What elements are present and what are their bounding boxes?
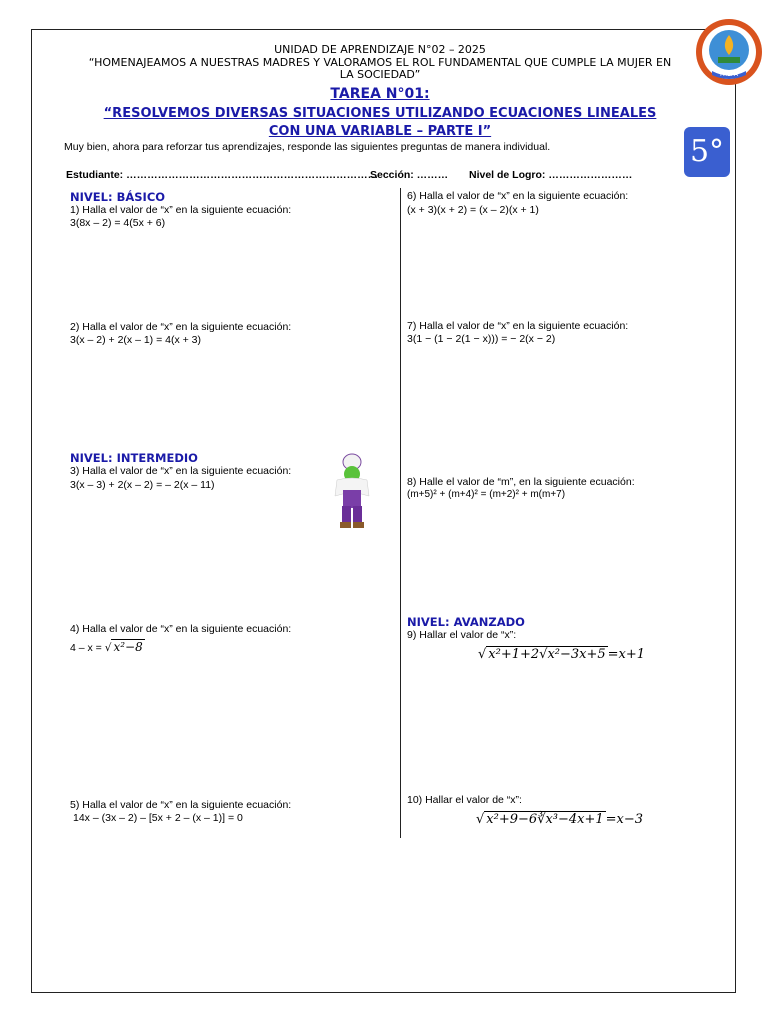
unit-heading: UNIDAD DE APRENDIZAJE N°02 – 2025 — [274, 43, 486, 56]
student-field[interactable]: Estudiante: ……………………………………………………………… — [66, 169, 379, 181]
question-10-radicand: x²+9−6∛x³−4x+1 — [486, 812, 604, 827]
task-title: TAREA N°01: — [330, 86, 430, 102]
question-9-prompt: 9) Hallar el valor de “x”: — [407, 629, 517, 641]
question-5-prompt: 5) Halla el valor de “x” en la siguiente ecuación: — [70, 799, 292, 811]
question-2-equation: 3(x – 2) + 2(x – 1) = 4(x + 3) — [70, 334, 202, 346]
school-logo-icon — [694, 17, 764, 87]
section-field[interactable]: Sección: ……… — [370, 169, 449, 181]
motto-line-2: LA SOCIEDAD” — [339, 68, 421, 81]
question-7-equation: 3(1 − (1 − 2(1 − x))) = − 2(x − 2) — [407, 333, 556, 345]
question-2-prompt: 2) Halla el valor de “x” en la siguiente ecuación: — [70, 321, 292, 333]
question-1-prompt: 1) Halla el valor de “x” en la siguiente ecuación: — [70, 204, 292, 216]
question-10-prompt: 10) Hallar el valor de “x”: — [407, 794, 522, 806]
question-1-equation: 3(8x – 2) = 4(5x + 6) — [70, 217, 166, 229]
cartoon-character-image — [333, 450, 371, 532]
motto-line-1: “HOMENAJEAMOS A NUESTRAS MADRES Y VALORAMOS EL ROL FUNDAMENTAL QUE CUMPLE LA MUJER EN — [88, 56, 672, 69]
achievement-level-field[interactable]: Nivel de Logro: …………………… — [469, 169, 633, 181]
question-3-prompt: 3) Halla el valor de “x” en la siguiente ecuación: — [70, 465, 292, 477]
question-4-radicand: x²−8 — [113, 640, 143, 654]
subtitle-line-2: CON UNA VARIABLE – PARTE I” — [268, 124, 492, 139]
level-basic-heading: NIVEL: BÁSICO — [70, 190, 166, 204]
question-8-prompt: 8) Halle el valor de “m”, en la siguiente ecuación: — [407, 476, 635, 488]
question-9-rhs: =x+1 — [607, 647, 646, 662]
question-10-rhs: =x−3 — [605, 812, 644, 827]
question-6-equation: (x + 3)(x + 2) = (x – 2)(x + 1) — [407, 204, 539, 216]
question-4-prompt: 4) Halla el valor de “x” en la siguiente ecuación: — [70, 623, 292, 635]
logo-text-palpa: PALPA — [719, 71, 739, 78]
level-advanced-heading: NIVEL: AVANZADO — [407, 615, 525, 629]
question-6-prompt: 6) Halla el valor de “x” en la siguiente ecuación: — [407, 190, 629, 202]
question-10-equation — [476, 812, 643, 827]
question-8-equation: (m+5)² + (m+4)² = (m+2)² + m(m+7) — [407, 489, 566, 500]
question-4-lhs: 4 – x = — [70, 642, 105, 654]
question-3-equation: 3(x – 3) + 2(x – 2) = – 2(x – 11) — [70, 479, 215, 491]
radical-icon: √ — [478, 647, 487, 662]
column-divider — [400, 188, 401, 838]
question-4-equation — [70, 640, 145, 654]
subtitle-line-1: “RESOLVEMOS DIVERSAS SITUACIONES UTILIZANDO ECUACIONES LINEALES — [103, 106, 657, 121]
question-7-prompt: 7) Halla el valor de “x” en la siguiente ecuación: — [407, 320, 629, 332]
radical-icon: √ — [104, 642, 112, 654]
level-intermediate-heading: NIVEL: INTERMEDIO — [70, 451, 198, 465]
grade-badge: 5° — [684, 127, 730, 177]
question-9-radicand: x²+1+2√x²−3x+5 — [488, 647, 606, 662]
radical-icon: √ — [476, 812, 485, 827]
instructions-text: Muy bien, ahora para reforzar tus aprendizajes, responde las siguientes preguntas de manera individual. — [64, 141, 551, 153]
question-5-equation: 14x – (3x – 2) – [5x + 2 – (x – 1)] = 0 — [73, 812, 243, 824]
question-9-equation — [478, 647, 645, 662]
